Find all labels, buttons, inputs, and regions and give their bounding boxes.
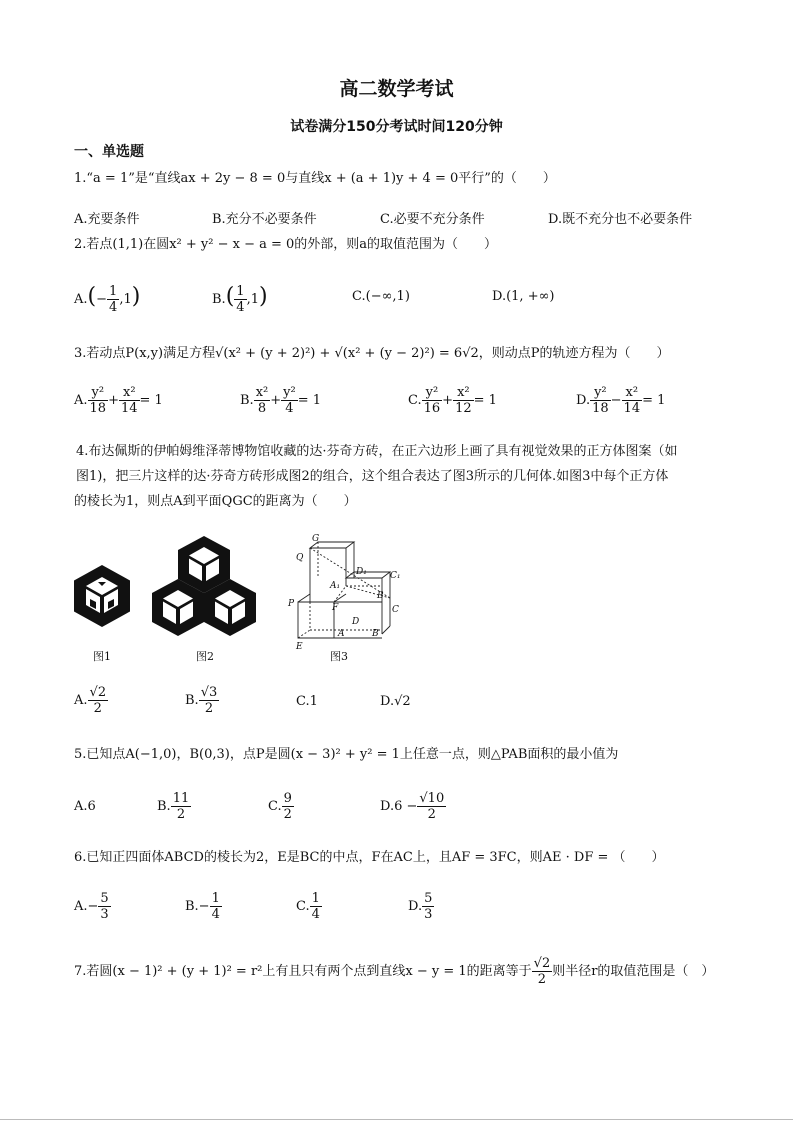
fraction-numerator: y² <box>590 385 611 401</box>
fraction-denominator: 2 <box>204 701 214 716</box>
fraction-numerator: x² <box>119 385 140 401</box>
option-prefix: A. <box>74 693 88 708</box>
figure-3-label: 图3 <box>330 650 348 663</box>
question-3-option-b <box>240 384 321 418</box>
fraction-numerator: 9 <box>283 791 292 806</box>
operator: + <box>442 393 454 408</box>
label-e: E <box>296 642 303 652</box>
fraction-denominator: 12 <box>455 401 472 416</box>
question-1-option-d: D.既不充分也不必要条件 <box>548 212 693 227</box>
fraction-denominator: 16 <box>423 401 441 416</box>
fraction-numerator: √2 <box>89 685 107 700</box>
question-1-option-a: A.充要条件 <box>74 212 140 227</box>
section-heading: 一、单选题 <box>74 144 144 160</box>
question-6-option-d <box>408 890 434 924</box>
fraction-numerator: 5 <box>100 891 109 906</box>
option-prefix: B.− <box>185 899 210 914</box>
fraction-denominator: 4 <box>311 907 320 922</box>
question-5-option-c <box>268 790 294 824</box>
option-prefix: B. <box>185 693 199 708</box>
fraction-numerator: y² <box>422 385 443 401</box>
option-b-prefix: B. <box>212 292 226 307</box>
fraction-denominator: 8 <box>257 401 267 416</box>
fraction-denominator: 4 <box>285 401 294 416</box>
fraction-numerator: 1 <box>211 891 220 906</box>
option-prefix: D.6 − <box>380 799 418 814</box>
fraction-denominator: 3 <box>100 907 109 922</box>
label-b-lower: B <box>372 629 379 639</box>
fraction-denominator: 2 <box>283 807 292 822</box>
question-4-line-2: 图1)，把三片这样的达·芬奇方砖形成图2的组合，这个组合表达了图3所示的几何体.如图3中每个正方体 <box>76 469 669 484</box>
question-2-stem: 2.若点(1,1)在圆x² + y² − x − a = 0的外部，则a的取值范围为（ ） <box>74 237 498 252</box>
fraction-denominator: 18 <box>89 401 107 416</box>
question-6-option-b <box>185 890 222 924</box>
label-q: Q <box>296 553 304 563</box>
option-a-prefix: A. <box>74 292 88 307</box>
equation-rhs: = 1 <box>473 393 497 408</box>
option-prefix: A. <box>74 393 88 408</box>
question-4-option-d: D.√2 <box>380 694 411 709</box>
label-c1: C₁ <box>390 571 401 581</box>
question-6-stem: 6.已知正四面体ABCD的棱长为2，E是BC的中点，F在AC上，且AF = 3FC，则AE · DF = （ ） <box>74 850 665 865</box>
fraction-numerator: x² <box>453 385 474 401</box>
label-b-upper: B <box>377 591 384 601</box>
question-3-option-d <box>576 384 665 418</box>
fraction-numerator: 5 <box>424 891 433 906</box>
label-g: G <box>312 534 320 544</box>
operator: + <box>270 393 282 408</box>
figure-2-label: 图2 <box>196 650 214 663</box>
fraction-numerator: √2 <box>533 956 551 971</box>
page-title: 高二数学考试 <box>339 78 454 100</box>
fraction-numerator: y² <box>283 385 296 400</box>
option-prefix: C. <box>296 899 310 914</box>
equation-rhs: = 1 <box>297 393 321 408</box>
label-d: D <box>352 617 360 627</box>
option-prefix: C. <box>268 799 282 814</box>
question-4-option-a <box>74 684 108 718</box>
label-a1: A₁ <box>330 581 341 591</box>
exam-subtitle: 试卷满分150分考试时间120分钟 <box>290 119 503 135</box>
label-f: F <box>332 603 339 613</box>
question-2-option-c: C.(−∞,1) <box>352 289 410 304</box>
fraction-numerator: √10 <box>419 791 445 806</box>
fraction-denominator: 18 <box>592 401 609 416</box>
equation-rhs: = 1 <box>139 393 163 408</box>
fraction-denominator: 4 <box>236 300 245 315</box>
question-4-line-1: 4.布达佩斯的伊帕姆维泽蒂博物馆收藏的达·芬奇方砖，在正六边形上画了具有视觉效果的正方体图案（如 <box>76 444 678 459</box>
question-7-stem <box>74 955 714 989</box>
operator: − <box>610 393 622 408</box>
option-prefix: D. <box>576 393 591 408</box>
figure-2-cube-combination <box>152 536 256 636</box>
fraction-numerator: x² <box>622 385 643 401</box>
question-6-option-c <box>296 890 322 924</box>
question-1-stem: 1.“a = 1”是“直线ax + 2y − 8 = 0与直线x + (a + 1)y + 4 = 0平行”的（ ） <box>74 171 556 186</box>
question-5-option-d <box>380 790 446 824</box>
fraction-numerator: y² <box>88 385 109 401</box>
question-7-stem-part-b: 则半径r的取值范围是（ ） <box>552 964 715 979</box>
question-4-option-b <box>185 684 219 718</box>
question-6-option-a <box>74 890 111 924</box>
question-1-option-c: C.必要不充分条件 <box>380 212 485 227</box>
option-prefix: A.− <box>74 899 99 914</box>
option-prefix: D. <box>408 899 423 914</box>
fraction-denominator: 2 <box>537 972 547 987</box>
fraction-denominator: 2 <box>93 701 102 716</box>
fraction-denominator: 4 <box>211 907 220 922</box>
fraction-numerator: √3 <box>200 685 218 700</box>
label-a: A <box>338 629 345 639</box>
equation-rhs: = 1 <box>642 393 666 408</box>
question-5-option-b <box>157 790 191 824</box>
question-2-option-a: A.(− $\frac{1}{4}$ ,1) <box>74 284 141 315</box>
option-b-rest: ,1 <box>246 292 259 307</box>
fraction-denominator: 3 <box>424 907 433 922</box>
label-d1: D₁ <box>356 567 367 577</box>
question-3-stem: 3.若动点P(x,y)满足方程√(x² + (y + 2)²) + √(x² + (y − 2)²) = 6√2，则动点P的轨迹方程为（ ） <box>74 346 670 361</box>
question-5-option-a: A.6 <box>74 799 96 814</box>
figure-3-geometric-solid <box>286 534 406 652</box>
question-4-option-c: C.1 <box>296 694 318 709</box>
fraction-denominator: 4 <box>109 300 118 315</box>
figure-1-cube-tile <box>74 565 130 627</box>
fraction-denominator: 14 <box>120 401 138 416</box>
operator: + <box>108 393 119 408</box>
fraction-numerator: 1 <box>109 284 118 299</box>
question-2-option-d: D.(1, +∞) <box>492 289 555 304</box>
question-4-line-3: 的棱长为1，则点A到平面QGC的距离为（ ） <box>74 494 357 509</box>
fraction-numerator: 1 <box>236 284 245 299</box>
question-5-stem: 5.已知点A(−1,0)，B(0,3)，点P是圆(x − 3)² + y² = 1上任意一点，则△PAB面积的最小值为 <box>74 747 619 762</box>
fraction-denominator: 2 <box>427 807 436 822</box>
question-3-option-c <box>408 384 497 418</box>
option-a-rest: ,1 <box>119 292 132 307</box>
fraction-numerator: x² <box>255 385 269 400</box>
question-1-option-b: B.充分不必要条件 <box>212 212 317 227</box>
fraction-denominator: 2 <box>176 807 186 822</box>
question-7-stem-part-a: 7.若圆(x − 1)² + (y + 1)² = r²上有且只有两个点到直线x − y = 1的距离等于 <box>74 964 532 979</box>
option-prefix: C. <box>408 393 422 408</box>
option-prefix: B. <box>157 799 171 814</box>
question-3-option-a <box>74 384 163 418</box>
option-prefix: B. <box>240 393 254 408</box>
figure-1-label: 图1 <box>93 650 111 663</box>
fraction-numerator: 11 <box>172 791 190 806</box>
label-c: C <box>392 605 399 615</box>
label-p: P <box>288 599 295 609</box>
page-bottom-border <box>0 1119 793 1120</box>
question-2-option-b: B.( $\frac{1}{4}$ ,1) <box>212 284 268 315</box>
fraction-denominator: 14 <box>623 401 641 416</box>
fraction-numerator: 1 <box>311 891 320 906</box>
